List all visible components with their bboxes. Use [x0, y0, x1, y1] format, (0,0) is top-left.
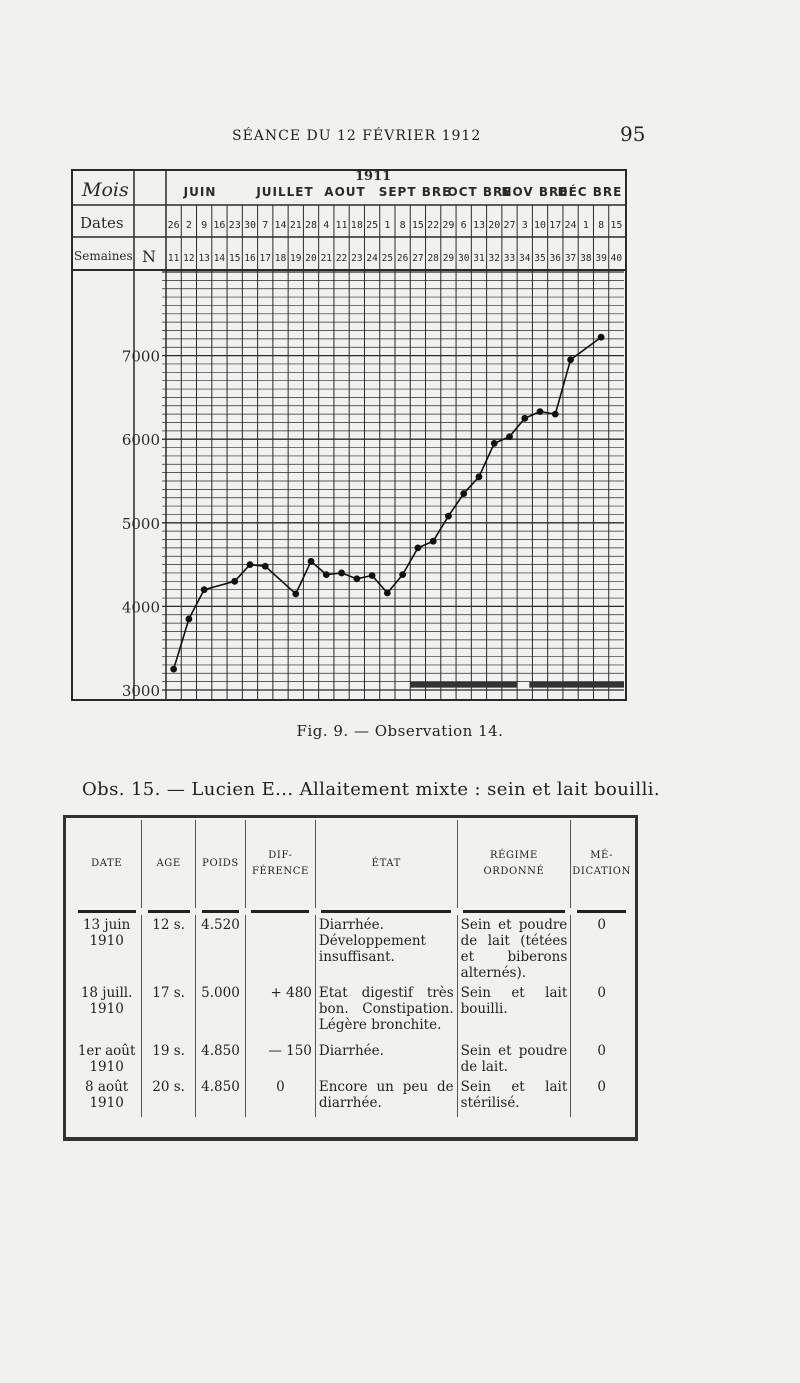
cell-diff: — 150	[245, 1041, 315, 1077]
cell-regime: Sein et poudre de lait (tétées et biberons alternés).	[457, 915, 571, 983]
semaine-tick-label: 32	[488, 253, 500, 264]
weight-data-point	[262, 563, 269, 570]
weight-data-point	[399, 571, 406, 578]
weight-data-point	[506, 433, 513, 440]
semaine-tick-label: 21	[320, 253, 333, 264]
semaine-tick-label: 24	[366, 253, 378, 264]
cell-etat: Encore un peu de diarrhée.	[315, 1077, 457, 1117]
semaine-tick-label: 13	[198, 253, 210, 264]
table-row	[72, 1077, 632, 1117]
weight-series-line	[174, 337, 601, 669]
col-header-difference: DIF- FÉRENCE	[245, 820, 315, 908]
cell-diff: + 480	[245, 983, 315, 1041]
cell-poids: 4.520	[196, 915, 246, 983]
date-tick-label: 17	[549, 220, 562, 231]
semaine-tick-label: 37	[564, 253, 577, 264]
date-tick-label: 20	[488, 220, 501, 231]
semaine-tick-label: 15	[228, 253, 241, 264]
date-tick-label: 23	[228, 220, 241, 231]
semaine-tick-label: 29	[442, 253, 455, 264]
semaine-tick-label: 40	[610, 253, 623, 264]
cell-etat: Etat digestif très bon. Constipation. Légère bronchite.	[315, 983, 457, 1041]
page-number: 95	[620, 122, 646, 146]
cell-medication: 0	[597, 917, 606, 933]
date-tick-label: 4	[323, 220, 330, 231]
date-tick-label: 21	[289, 220, 302, 231]
weight-data-point	[384, 590, 391, 597]
col-header-regime: RÉGIME ORDONNÉ	[457, 820, 571, 908]
month-label: AOUT	[324, 185, 366, 199]
cell-regime: Sein et poudre de lait.	[457, 1041, 571, 1077]
semaine-tick-label: 33	[503, 253, 516, 264]
y-axis-label: 4000	[121, 598, 160, 617]
weight-data-point	[186, 616, 193, 623]
date-tick-label: 28	[305, 220, 318, 231]
semaine-tick-label: 16	[244, 253, 256, 264]
date-tick-label: 24	[564, 220, 577, 231]
semaine-tick-label: 23	[351, 253, 363, 264]
date-tick-label: 3	[521, 220, 528, 231]
date-tick-label: 8	[598, 220, 605, 231]
weight-data-point	[231, 578, 238, 585]
weight-data-point	[430, 538, 437, 545]
table-row	[72, 983, 632, 1041]
cell-medication: 0	[597, 985, 606, 1001]
cell-date: 1er août 1910	[72, 1041, 142, 1077]
month-label: OCT BRE	[447, 185, 513, 199]
observation-heading: Obs. 15. — Lucien E... Allaitement mixte : sein et lait bouilli.	[82, 779, 661, 800]
semaines-label: Semaines	[74, 249, 133, 263]
date-tick-label: 11	[335, 220, 348, 231]
semaine-tick-label: 18	[274, 253, 287, 264]
marker-bar	[529, 682, 624, 688]
semaine-tick-label: 14	[213, 253, 226, 264]
date-tick-label: 27	[503, 220, 516, 231]
col-header-age: AGE	[142, 820, 196, 908]
semaine-tick-label: 30	[457, 253, 470, 264]
weight-data-point	[567, 356, 574, 363]
table-bottom-rule	[63, 1137, 638, 1140]
cell-poids: 5.000	[196, 983, 246, 1041]
date-tick-label: 2	[185, 220, 192, 231]
weight-data-point	[476, 473, 483, 480]
cell-date: 8 août 1910	[72, 1077, 142, 1117]
semaine-tick-label: 27	[412, 253, 424, 264]
semaine-tick-label: 38	[580, 253, 592, 264]
month-label: JUIN	[183, 185, 217, 199]
weight-chart-svg	[70, 160, 630, 710]
cell-age: 17 s.	[142, 983, 196, 1041]
cell-etat: Diarrhée. Développement insuffisant.	[315, 915, 457, 983]
running-header	[0, 122, 800, 152]
semaine-tick-label: 31	[473, 253, 485, 264]
observation-table-frame	[63, 815, 638, 1141]
date-tick-label: 18	[350, 220, 363, 231]
y-axis-label: 5000	[121, 514, 160, 533]
cell-diff	[245, 915, 315, 983]
weight-data-point	[491, 440, 498, 447]
weight-data-point	[369, 572, 376, 579]
weight-data-point	[201, 586, 208, 593]
cell-etat: Diarrhée.	[315, 1041, 457, 1077]
weight-data-point	[460, 490, 467, 497]
cell-medication: 0	[597, 1079, 606, 1095]
date-tick-label: 14	[274, 220, 287, 231]
date-tick-label: 1	[384, 220, 391, 231]
cell-poids: 4.850	[196, 1041, 246, 1077]
date-tick-label: 16	[213, 220, 226, 231]
header-rule	[72, 908, 632, 915]
weight-data-point	[521, 415, 528, 422]
table-row	[72, 1041, 632, 1077]
weight-data-point	[598, 334, 605, 341]
semaine-tick-label: 12	[183, 253, 195, 264]
weight-data-point	[323, 571, 330, 578]
month-label: NOV BRE	[501, 185, 569, 199]
cell-regime: Sein et lait stérilisé.	[457, 1077, 571, 1117]
year-label: 1911	[355, 169, 392, 184]
weight-data-point	[338, 570, 345, 577]
mois-label: Mois	[82, 179, 129, 201]
month-label: SEPT BRE	[378, 185, 452, 199]
weight-data-point	[415, 544, 422, 551]
date-tick-label: 29	[442, 220, 455, 231]
cell-poids: 4.850	[196, 1077, 246, 1117]
cell-date: 13 juin 1910	[72, 915, 142, 983]
month-label: JUILLET	[256, 185, 314, 199]
semaine-tick-label: 26	[396, 253, 409, 264]
col-header-date: DATE	[72, 820, 142, 908]
dates-label: Dates	[80, 214, 124, 232]
cell-medication: 0	[597, 1043, 606, 1059]
semaine-tick-label: 17	[259, 253, 271, 264]
date-tick-label: 22	[427, 220, 440, 231]
y-axis-label: 6000	[121, 431, 160, 450]
observation-table	[72, 820, 632, 1117]
month-label: DÉC BRE	[557, 185, 623, 199]
date-tick-label: 7	[262, 220, 269, 231]
weight-data-point	[552, 411, 559, 418]
col-header-medication: MÉ- DICATION	[572, 850, 631, 877]
date-tick-label: 1	[582, 220, 589, 231]
date-tick-label: 15	[411, 220, 424, 231]
cell-diff: 0	[245, 1077, 315, 1117]
y-axis-label: 7000	[121, 347, 160, 366]
weight-data-point	[247, 561, 254, 568]
weight-data-point	[445, 513, 452, 520]
table-row	[72, 915, 632, 983]
cell-age: 12 s.	[142, 915, 196, 983]
date-tick-label: 15	[610, 220, 623, 231]
semaine-tick-label: 19	[290, 253, 302, 264]
date-tick-label: 30	[243, 220, 256, 231]
weight-data-point	[308, 558, 315, 565]
col-header-poids: POIDS	[196, 820, 246, 908]
date-tick-label: 8	[399, 220, 406, 231]
figure-caption: Fig. 9. — Observation 14.	[296, 722, 504, 740]
cell-age: 19 s.	[142, 1041, 196, 1077]
cell-regime: Sein et lait bouilli.	[457, 983, 571, 1041]
date-tick-label: 9	[201, 220, 208, 231]
semaine-tick-label: 35	[534, 253, 546, 264]
semaine-tick-label: 36	[549, 253, 562, 264]
semaine-tick-label: 22	[335, 253, 348, 264]
page-header-title: SÉANCE DU 12 FÉVRIER 1912	[232, 128, 482, 144]
col-header-etat: ÉTAT	[315, 820, 457, 908]
weight-data-point	[292, 590, 299, 597]
semaine-tick-label: 39	[595, 253, 607, 264]
weight-data-point	[353, 575, 360, 582]
semaine-tick-label: 34	[519, 253, 531, 264]
date-tick-label: 25	[366, 220, 379, 231]
date-tick-label: 10	[534, 220, 547, 231]
semaine-tick-label: 28	[427, 253, 439, 264]
date-tick-label: 26	[167, 220, 180, 231]
n-label: N	[142, 247, 156, 266]
marker-bar	[410, 682, 517, 688]
date-tick-label: 6	[460, 220, 467, 231]
weight-data-point	[170, 666, 177, 673]
semaine-tick-label: 11	[167, 253, 180, 264]
weight-data-point	[537, 408, 544, 415]
semaine-tick-label: 25	[381, 253, 394, 264]
semaine-tick-label: 20	[305, 253, 317, 264]
date-tick-label: 13	[472, 220, 485, 231]
y-axis-label: 3000	[121, 682, 160, 700]
cell-age: 20 s.	[142, 1077, 196, 1117]
weight-chart	[70, 160, 630, 710]
cell-date: 18 juill. 1910	[72, 983, 142, 1041]
